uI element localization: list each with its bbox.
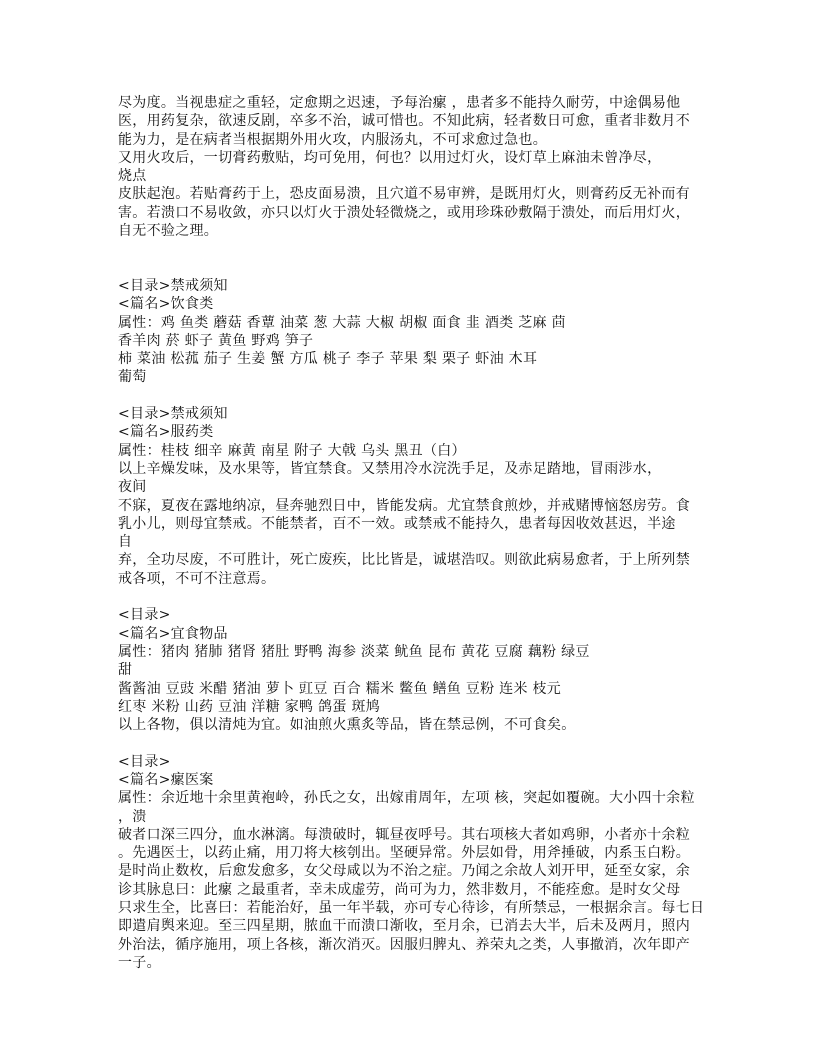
spacer: [118, 588, 698, 606]
section-case-record: [118, 753, 705, 973]
chapter-heading: <篇名>瘰医案: [118, 771, 214, 788]
catalog-heading: <目录>禁戒须知: [118, 277, 228, 294]
text-line: 自: [118, 534, 133, 551]
text-line: 夜间: [118, 479, 147, 496]
text-line: 属性：桂枝 细辛 麻黄 南星 附子 大戟 乌头 黑丑（白）: [118, 442, 466, 459]
text-line: 属性：鸡 鱼类 蘑菇 香蕈 油菜 葱 大蒜 大椒 胡椒 面食 韭 酒类 芝麻 茴: [118, 314, 566, 331]
text-line: 破者口深三四分，血水淋漓。每溃破时，辄昼夜呼号。其右项核大者如鸡卵，小者亦十余粒: [118, 826, 690, 843]
spacer: [118, 259, 698, 277]
chapter-heading: <篇名>宜食物品: [118, 625, 228, 642]
text-line: 葡萄: [118, 369, 147, 386]
text-line: ，溃: [118, 808, 147, 825]
catalog-heading: <目录>禁戒须知: [118, 406, 228, 423]
text-line: 香羊肉 菸 虾子 黄鱼 野鸡 笋子: [118, 332, 314, 349]
text-line: 乳小儿，则母宜禁戒。不能禁者，百不一效。或禁戒不能持久，患者每因收效甚迟，半途: [118, 515, 676, 532]
text-line: 诊其脉息曰：此瘰 之最重者，幸未成虚劳，尚可为力，然非数月，不能痊愈。是时女父母: [118, 881, 681, 898]
section-recommended-foods: [118, 606, 698, 734]
text-line: 尽为度。当视患症之重轻，定愈期之迟速，予每治瘰 ，患者多不能持久耐劳，中途偶易他: [118, 95, 681, 111]
text-line: 红枣 米粉 山药 豆油 洋糖 家鸭 鸽蛋 斑鸠: [118, 698, 381, 715]
text-line: 属性：猪肉 猪肺 猪肾 猪肚 野鸭 海参 淡菜 鱿鱼 昆布 黄花 豆腐 藕粉 绿豆: [118, 643, 590, 660]
text-line: 即遣肩舆来迎。至三四星期，脓血干而溃口渐收，至月余，已消去大半，后未及两月，照内: [118, 918, 690, 935]
text-line: 弃，全功尽废，不可胜计，死亡废疾，比比皆是，诚堪浩叹。则欲此病易愈者，于上所列禁: [118, 552, 690, 569]
intro-paragraph: [118, 94, 698, 240]
catalog-heading: <目录>: [118, 753, 171, 770]
text-line: 是时尚止数枚，后愈发愈多，女父母咸以为不治之症。乃闻之余故人刘开甲，延至女家，余: [118, 863, 690, 880]
text-line: 不寐，夏夜在露地纳凉，昼奔驰烈日中，皆能发病。尤宜禁食煎炒，并戒赌博恼怒房劳。食: [118, 497, 690, 514]
chapter-heading: <篇名>服药类: [118, 424, 214, 441]
text-line: 外治法，循序施用，项上各核，渐次消灭。因服归脾丸、养荣丸之类，人事撤消，次年即产: [118, 936, 690, 953]
text-line: 自无不验之理。: [118, 223, 219, 240]
text-line: 烧点: [118, 168, 147, 185]
section-diet-prohibitions: [118, 277, 698, 387]
spacer: [118, 734, 698, 752]
spacer: [118, 387, 698, 405]
text-line: 以上辛燥发味，及水果等，皆宜禁食。又禁用冷水浣洗手足，及赤足踏地，冒雨涉水，: [118, 460, 662, 477]
text-line: 皮肤起泡。若贴膏药于上，恐皮面易溃，且穴道不易审辨，是既用灯火，则膏药反无补而有: [118, 186, 690, 203]
text-line: 。先遇医士，以药止痛，用刀将大核刳出。坚硬异常。外层如骨，用斧捶破，内系玉白粉。: [118, 845, 690, 862]
text-line: 一子。: [118, 954, 161, 971]
text-line: 医，用药复杂，欲速反剧，卒多不治，诚可惜也。不知此病，轻者数日可愈，重者非数月不: [118, 113, 690, 130]
text-line: 属性：余近地十余里黄袍岭，孙氏之女，出嫁甫周年，左项 核，突起如覆碗。大小四十余粒: [118, 790, 695, 807]
text-line: 又用火攻后，一切膏药敷贴，均可免用，何也？以用过灯火，设灯草上麻油未曾净尽，: [118, 149, 662, 166]
spacer: [118, 240, 698, 258]
section-medicine-prohibitions: [118, 405, 698, 588]
text-line: 以上各物，俱以清炖为宜。如油煎火熏炙等品，皆在禁忌例，不可食矣。: [118, 717, 576, 734]
chapter-heading: <篇名>饮食类: [118, 296, 214, 313]
catalog-heading: <目录>: [118, 607, 171, 624]
text-line: 甜: [118, 662, 133, 679]
text-line: 酱酱油 豆豉 米醋 猪油 萝卜 豇豆 百合 糯米 鳖鱼 鳝鱼 豆粉 连米 枝元: [118, 680, 562, 697]
text-line: 戒各项，不可不注意焉。: [118, 570, 276, 587]
text-line: 害。若溃口不易收敛，亦只以灯火于溃处轻微烧之，或用珍珠砂敷隔于溃处，而后用灯火，: [118, 204, 690, 221]
document-page: [118, 94, 705, 972]
text-line: 只求生全，比喜曰：若能治好，虽一年半载，亦可专心待诊，有所禁忌，一根据余言。每七日: [118, 900, 705, 917]
text-line: 柿 菜油 松菰 茄子 生姜 蟹 方瓜 桃子 李子 苹果 梨 栗子 虾油 木耳: [118, 351, 538, 368]
text-line: 能为力，是在病者当根据期外用火攻，内服汤丸，不可求愈过急也。: [118, 131, 547, 148]
